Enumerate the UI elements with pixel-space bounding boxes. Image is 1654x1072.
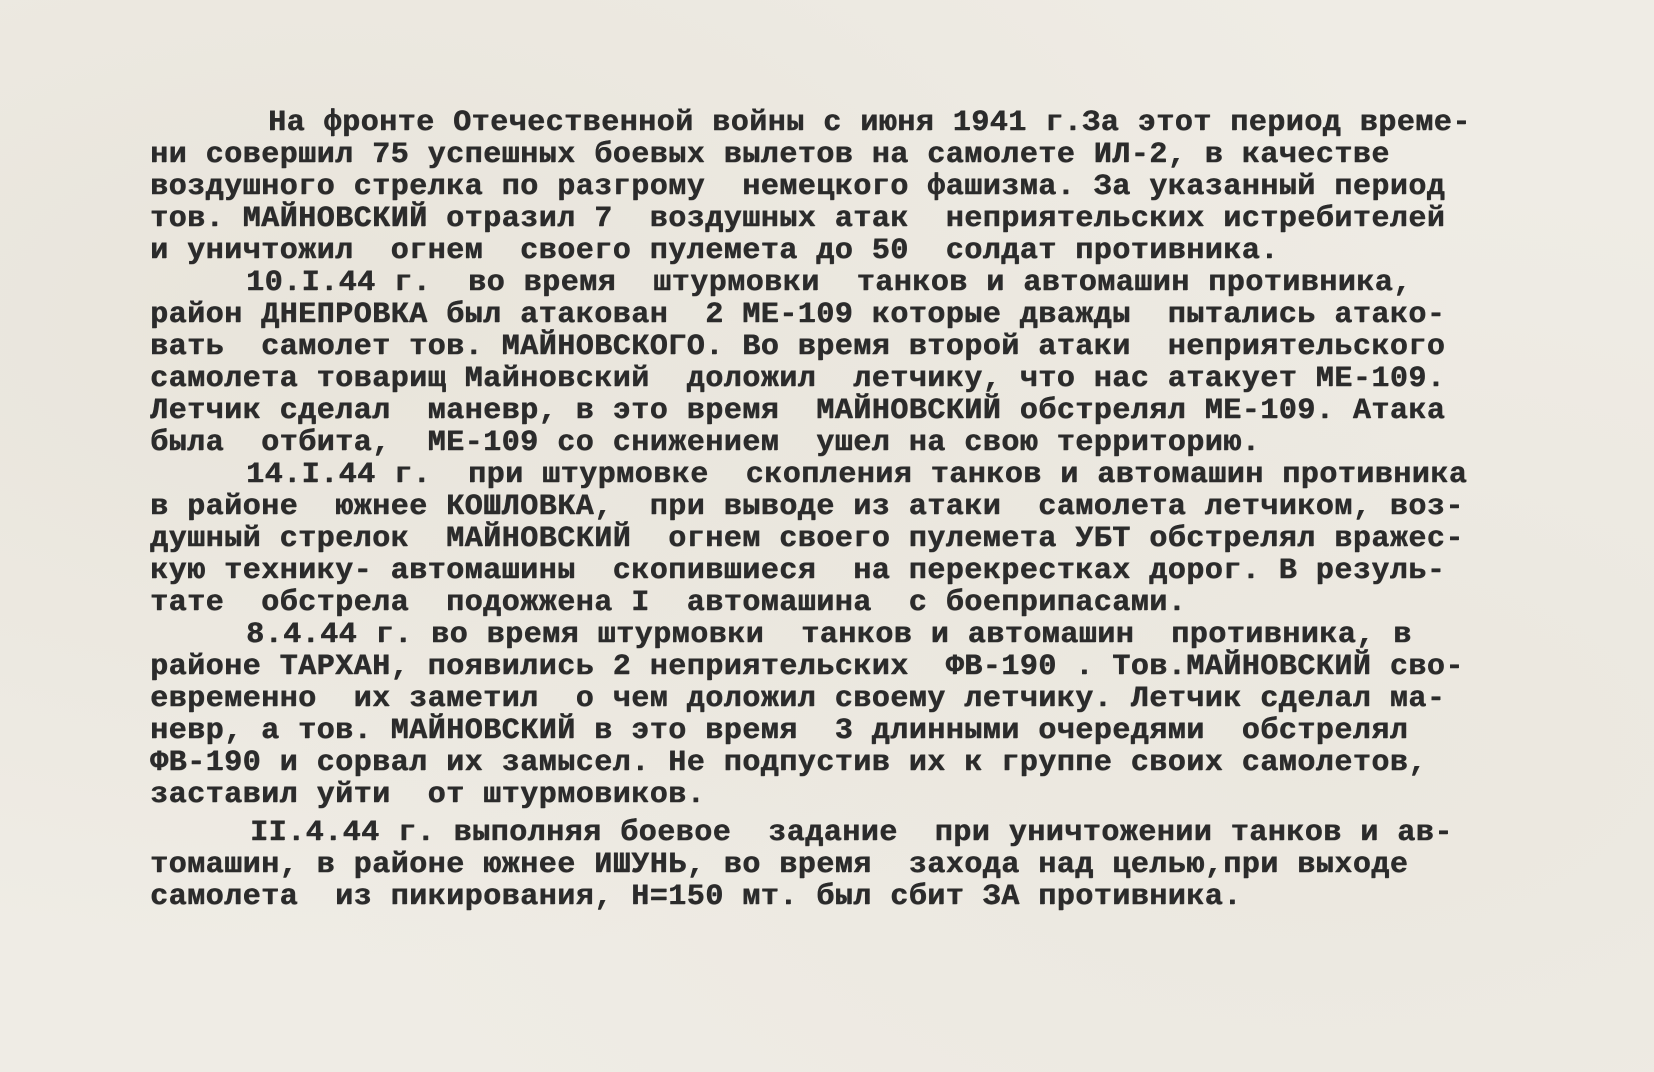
text-line: самолета из пикирования, Н=150 мт. был сбит ЗА противника. <box>150 880 1242 914</box>
text-line: ФВ-190 и сорвал их замысел. Не подпустив их к группе своих самолетов, <box>150 746 1427 780</box>
text-line: 14.I.44 г. при штурмовке скопления танков и автомашин противника <box>246 458 1468 492</box>
text-line: воздушного стрелка по разгрому немецкого фашизма. За указанный период <box>150 170 1446 204</box>
text-line: в районе южнее КОШЛОВКА, при выводе из атаки самолета летчиком, воз- <box>150 490 1464 524</box>
text-line: вать самолет тов. МАЙНОВСКОГО. Во время второй атаки неприятельского <box>150 330 1446 364</box>
text-line: заставил уйти от штурмовиков. <box>150 778 706 812</box>
text-line: районе ТАРХАН, появились 2 неприятельских ФВ-190 . Тов.МАЙНОВСКИЙ сво- <box>150 650 1464 684</box>
text-line: На фронте Отечественной войны с июня 1941 г.За этот период време- <box>268 106 1471 140</box>
text-line: невр, а тов. МАЙНОВСКИЙ в это время 3 длинными очередями обстрелял <box>150 714 1409 748</box>
text-line: ни совершил 75 успешных боевых вылетов на самолете ИЛ-2, в качестве <box>150 138 1390 172</box>
text-line: район ДНЕПРОВКА был атакован 2 МЕ-109 которые дважды пытались атако- <box>150 298 1446 332</box>
text-line: и уничтожил огнем своего пулемета до 50 солдат противника. <box>150 234 1279 268</box>
text-line: самолета товарищ Майновский доложил летчику, что нас атакует МЕ-109. <box>150 362 1446 396</box>
text-line: II.4.44 г. выполняя боевое задание при уничтожении танков и ав- <box>250 816 1453 850</box>
text-line: 8.4.44 г. во время штурмовки танков и автомашин противника, в <box>246 618 1412 652</box>
text-line: кую технику- автомашины скопившиеся на перекрестках дорог. В резуль- <box>150 554 1446 588</box>
text-line: тов. МАЙНОВСКИЙ отразил 7 воздушных атак неприятельских истребителей <box>150 202 1446 236</box>
text-line: душный стрелок МАЙНОВСКИЙ огнем своего пулемета УБТ обстрелял вражес- <box>150 522 1464 556</box>
text-line: томашин, в районе южнее ИШУНЬ, во время захода над целью,при выходе <box>150 848 1409 882</box>
text-line: была отбита, МЕ-109 со снижением ушел на свою территорию. <box>150 426 1261 460</box>
text-line: тате обстрела подожжена I автомашина с боеприпасами. <box>150 586 1187 620</box>
text-line: евременно их заметил о чем доложил своему летчику. Летчик сделал ма- <box>150 682 1446 716</box>
text-line: 10.I.44 г. во время штурмовки танков и автомашин противника, <box>246 266 1412 300</box>
text-line: Летчик сделал маневр, в это время МАЙНОВСКИЙ обстрелял МЕ-109. Атака <box>150 394 1446 428</box>
